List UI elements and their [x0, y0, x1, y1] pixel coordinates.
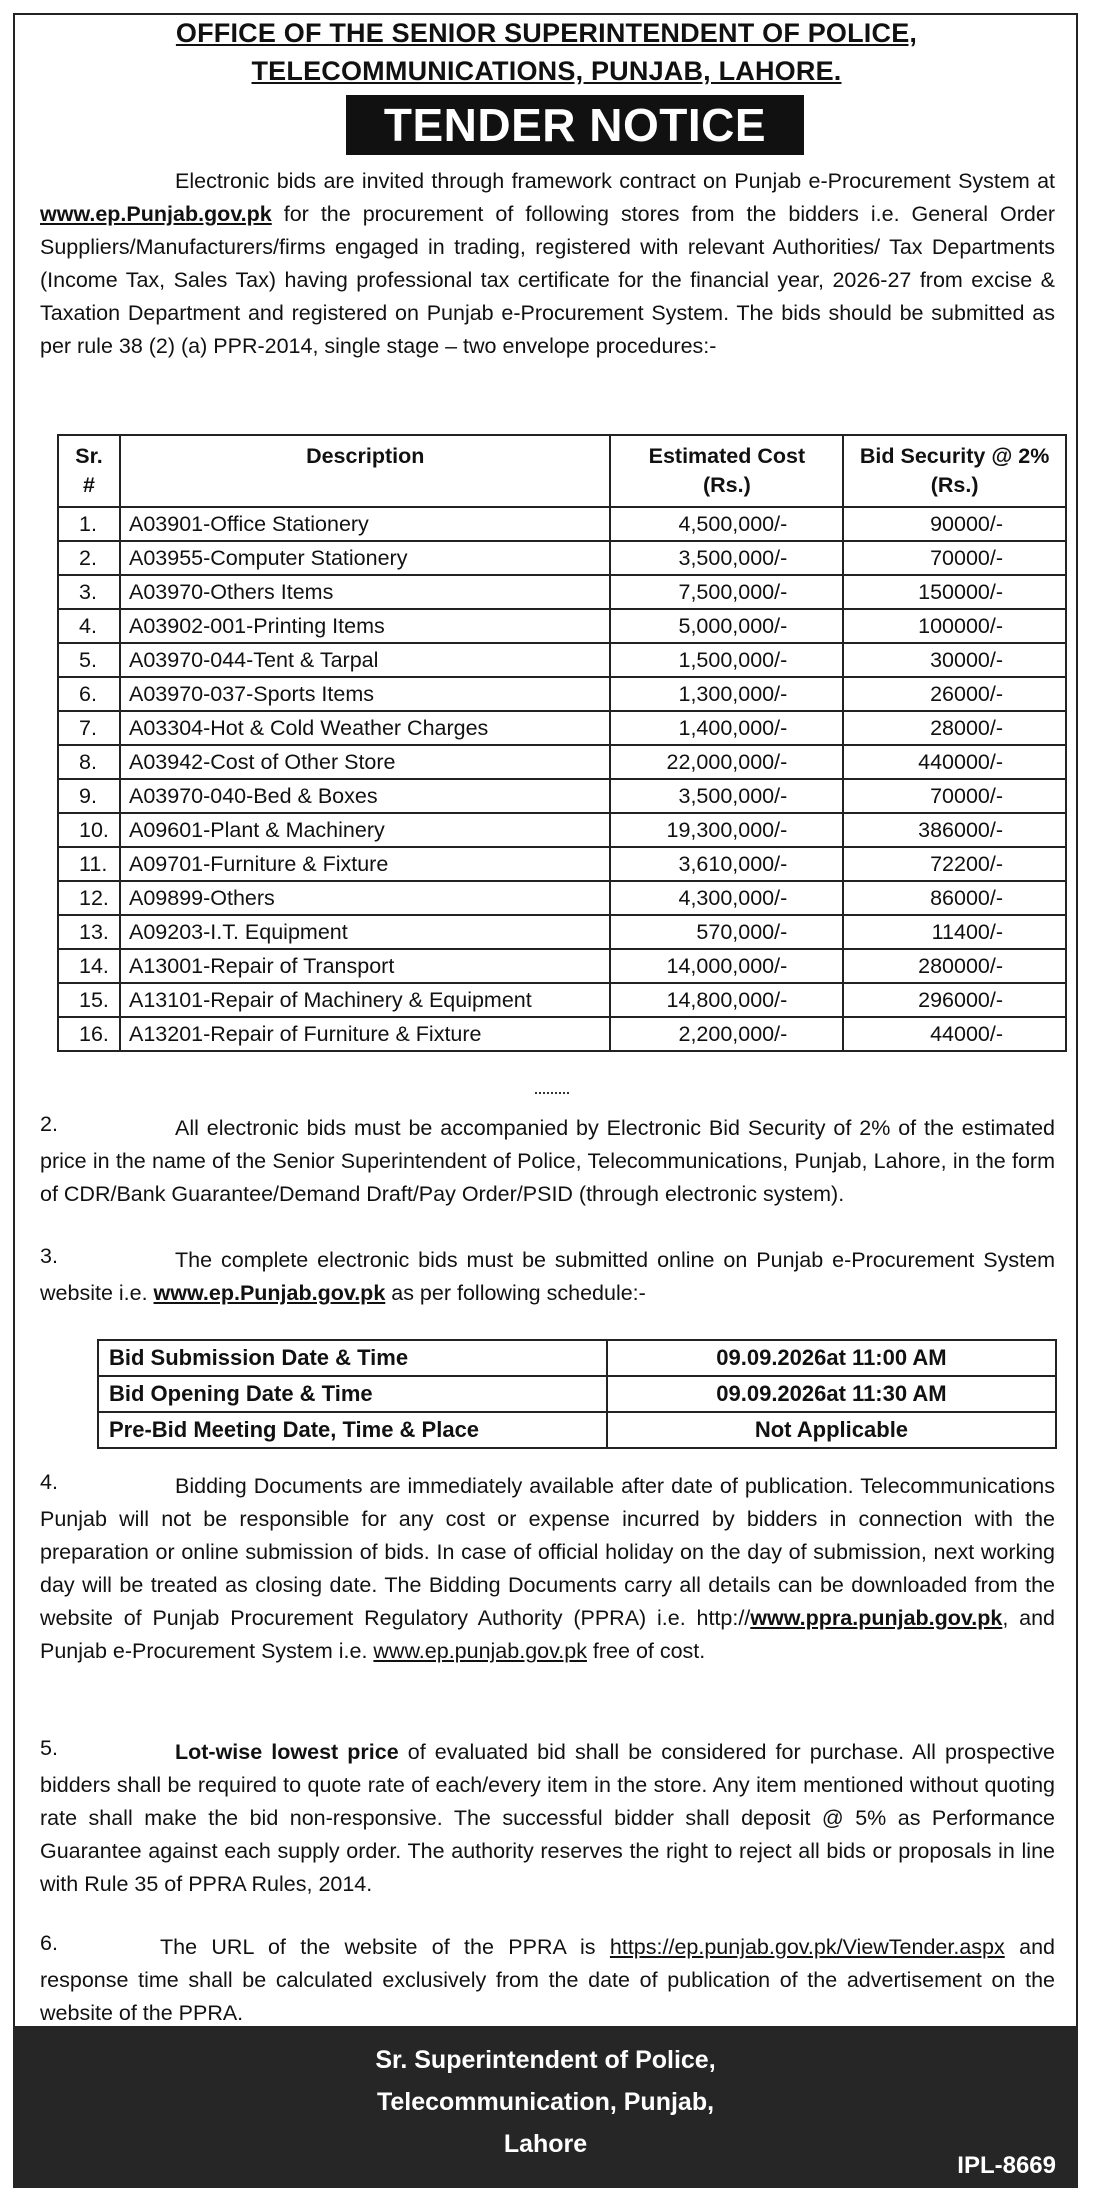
table-row [58, 1017, 1066, 1051]
office-heading-line1: OFFICE OF THE SENIOR SUPERINTENDENT OF POLICE, [175, 18, 918, 48]
cell-estimated-cost: 3,500,000/- [610, 779, 843, 813]
cell-description: A03901-Office Stationery [120, 507, 610, 541]
cell-estimated-cost: 19,300,000/- [610, 813, 843, 847]
items-table [57, 434, 1067, 1052]
cell-description: A03902-001-Printing Items [120, 609, 610, 643]
cell-bid-security: 440000/- [843, 745, 1066, 779]
cell-bid-security: 150000/- [843, 575, 1066, 609]
table-row [58, 847, 1066, 881]
cell-sr: 13. [58, 915, 120, 949]
cell-sr: 2. [58, 541, 120, 575]
schedule-value: Not Applicable [607, 1412, 1056, 1448]
cell-estimated-cost: 4,500,000/- [610, 507, 843, 541]
cell-description: A03970-040-Bed & Boxes [120, 779, 610, 813]
table-row [58, 575, 1066, 609]
cell-bid-security: 70000/- [843, 541, 1066, 575]
office-heading-line2: TELECOMMUNICATIONS, PUNJAB, LAHORE. [251, 56, 842, 86]
header-sr: Sr. # [58, 435, 120, 507]
table-row [58, 711, 1066, 745]
cell-description: A03970-Others Items [120, 575, 610, 609]
para5-number: 5. [40, 1736, 58, 1760]
schedule-label: Pre-Bid Meeting Date, Time & Place [98, 1412, 607, 1448]
header-bid-security: Bid Security @ 2% (Rs.) [843, 435, 1066, 507]
cell-description: A03942-Cost of Other Store [120, 745, 610, 779]
cell-sr: 6. [58, 677, 120, 711]
cell-sr: 10. [58, 813, 120, 847]
schedule-row [98, 1412, 1056, 1448]
schedule-value: 09.09.2026at 11:30 AM [607, 1376, 1056, 1412]
schedule-table-body [98, 1340, 1056, 1448]
cell-description: A03970-037-Sports Items [120, 677, 610, 711]
cell-estimated-cost: 1,500,000/- [610, 643, 843, 677]
para3-number: 3. [40, 1244, 58, 1268]
cell-estimated-cost: 3,610,000/- [610, 847, 843, 881]
cell-sr: 15. [58, 983, 120, 1017]
cell-bid-security: 100000/- [843, 609, 1066, 643]
schedule-value: 09.09.2026at 11:00 AM [607, 1340, 1056, 1376]
cell-sr: 3. [58, 575, 120, 609]
cell-description: A03955-Computer Stationery [120, 541, 610, 575]
items-table-body [58, 507, 1066, 1051]
eproc-link[interactable]: www.ep.Punjab.gov.pk [40, 202, 272, 226]
table-row [58, 779, 1066, 813]
cell-bid-security: 44000/- [843, 1017, 1066, 1051]
cell-bid-security: 26000/- [843, 677, 1066, 711]
table-row [58, 949, 1066, 983]
cell-bid-security: 90000/- [843, 507, 1066, 541]
eproc-link-2[interactable]: www.ep.Punjab.gov.pk [153, 1281, 386, 1305]
ipl-code: IPL-8669 [957, 2152, 1056, 2179]
cell-description: A09899-Others [120, 881, 610, 915]
table-row [58, 813, 1066, 847]
table-row [58, 881, 1066, 915]
view-tender-link[interactable]: https://ep.punjab.gov.pk/ViewTender.aspx [609, 1935, 1005, 1959]
cell-bid-security: 86000/- [843, 881, 1066, 915]
cell-description: A13001-Repair of Transport [120, 949, 610, 983]
schedule-label: Bid Submission Date & Time [98, 1340, 607, 1376]
para2-text: All electronic bids must be accompanied by Electronic Bid Security of 2% of the estimated price in the name of the Senior Superintendent of Police, Telecommunications, Punjab, Lahore, in the form of CDR/Bank Guarantee/Demand Draft/Pay Order/PSID (through electronic system). [40, 1116, 1055, 1206]
items-table-header [58, 435, 1066, 507]
para6-number: 6. [40, 1931, 58, 1955]
cell-estimated-cost: 1,400,000/- [610, 711, 843, 745]
cell-estimated-cost: 22,000,000/- [610, 745, 843, 779]
signatory-department: Telecommunication, Punjab, [376, 2088, 715, 2116]
cell-estimated-cost: 14,800,000/- [610, 983, 843, 1017]
cell-sr: 14. [58, 949, 120, 983]
cell-bid-security: 386000/- [843, 813, 1066, 847]
schedule-label: Bid Opening Date & Time [98, 1376, 607, 1412]
intro-paragraph: Electronic bids are invited through framework contract on Punjab e-Procurement System at www.ep.Punjab.gov.pk for the procurement of following stores from the bidders i.e. General Order Suppliers/Manufacturers/firms engaged in trading, registered with relevant Authorities/ Tax Departments (Income Tax, Sales Tax) having professional tax certificate for the financial year, 2026-27 from excise & Taxation Department and registered on Punjab e-Procurement System. The bids should be submitted as per rule 38 (2) (a) PPR-2014, single stage – two envelope procedures:- [40, 169, 1055, 358]
para3-text: The complete electronic bids must be submitted online on Punjab e-Procurement System website i.e. www.ep.Punjab.gov.pk as per following schedule:- [40, 1248, 1055, 1305]
para6-text: The URL of the website of the PPRA is https://ep.punjab.gov.pk/ViewTender.aspx and response time shall be calculated exclusively from the date of publication of the advertisement on the website of the PPRA. [40, 1935, 1055, 2025]
para5-text: Lot-wise lowest price of evaluated bid shall be considered for purchase. All prospective bidders shall be required to quote rate of each/every item in the store. Any item mentioned without quoting rate shall make the bid non-responsive. The successful bidder shall deposit @ 5% as Performance Guarantee against each supply order. The authority reserves the right to reject all bids or proposals in line with Rule 35 of PPRA Rules, 2014. [40, 1740, 1055, 1896]
table-row [58, 643, 1066, 677]
cell-sr: 4. [58, 609, 120, 643]
cell-bid-security: 70000/- [843, 779, 1066, 813]
cell-sr: 7. [58, 711, 120, 745]
cell-sr: 9. [58, 779, 120, 813]
para4-text: Bidding Documents are immediately available after date of publication. Telecommunications Punjab will not be responsible for any cost or expense incurred by bidders in connection with the preparation or online submission of bids. In case of official holiday on the day of submission, next working day will be treated as closing date. The Bidding Documents carry all details can be downloaded from the website of Punjab Procurement Regulatory Authority (PPRA) i.e. http://www.ppra.punjab.gov.pk, and Punjab e-Procurement System i.e. www.ep.punjab.gov.pk free of cost. [40, 1474, 1055, 1663]
para4-number: 4. [40, 1470, 58, 1494]
table-row [58, 915, 1066, 949]
cell-description: A03304-Hot & Cold Weather Charges [120, 711, 610, 745]
cell-description: A13101-Repair of Machinery & Equipment [120, 983, 610, 1017]
cell-sr: 16. [58, 1017, 120, 1051]
schedule-row [98, 1340, 1056, 1376]
cell-estimated-cost: 3,500,000/- [610, 541, 843, 575]
cell-estimated-cost: 570,000/- [610, 915, 843, 949]
lot-wise-bold: Lot-wise lowest price [175, 1740, 399, 1764]
cell-bid-security: 280000/- [843, 949, 1066, 983]
dotted-separator [535, 1092, 569, 1094]
cell-sr: 8. [58, 745, 120, 779]
table-row [58, 745, 1066, 779]
table-row [58, 983, 1066, 1017]
cell-bid-security: 11400/- [843, 915, 1066, 949]
cell-sr: 1. [58, 507, 120, 541]
cell-description: A13201-Repair of Furniture & Fixture [120, 1017, 610, 1051]
table-row [58, 507, 1066, 541]
header-description: Description [120, 435, 610, 507]
cell-estimated-cost: 7,500,000/- [610, 575, 843, 609]
cell-estimated-cost: 1,300,000/- [610, 677, 843, 711]
cell-estimated-cost: 2,200,000/- [610, 1017, 843, 1051]
header-estimated-cost: Estimated Cost (Rs.) [610, 435, 843, 507]
para2-number: 2. [40, 1112, 58, 1136]
signature-footer [13, 2026, 1078, 2188]
schedule-row [98, 1376, 1056, 1412]
cell-estimated-cost: 14,000,000/- [610, 949, 843, 983]
signatory-title: Sr. Superintendent of Police, [375, 2046, 716, 2074]
cell-estimated-cost: 4,300,000/- [610, 881, 843, 915]
signatory-city: Lahore [503, 2130, 588, 2158]
cell-estimated-cost: 5,000,000/- [610, 609, 843, 643]
eproc-link-3[interactable]: www.ep.punjab.gov.pk [373, 1639, 587, 1663]
ppra-link[interactable]: www.ppra.punjab.gov.pk [750, 1606, 1003, 1630]
cell-bid-security: 296000/- [843, 983, 1066, 1017]
table-row [58, 541, 1066, 575]
cell-sr: 11. [58, 847, 120, 881]
cell-sr: 5. [58, 643, 120, 677]
table-row [58, 677, 1066, 711]
cell-description: A09203-I.T. Equipment [120, 915, 610, 949]
schedule-table [97, 1339, 1057, 1449]
tender-notice-banner: TENDER NOTICE [346, 95, 804, 155]
cell-bid-security: 30000/- [843, 643, 1066, 677]
cell-bid-security: 28000/- [843, 711, 1066, 745]
cell-description: A03970-044-Tent & Tarpal [120, 643, 610, 677]
cell-description: A09701-Furniture & Fixture [120, 847, 610, 881]
cell-bid-security: 72200/- [843, 847, 1066, 881]
cell-description: A09601-Plant & Machinery [120, 813, 610, 847]
table-row [58, 609, 1066, 643]
cell-sr: 12. [58, 881, 120, 915]
